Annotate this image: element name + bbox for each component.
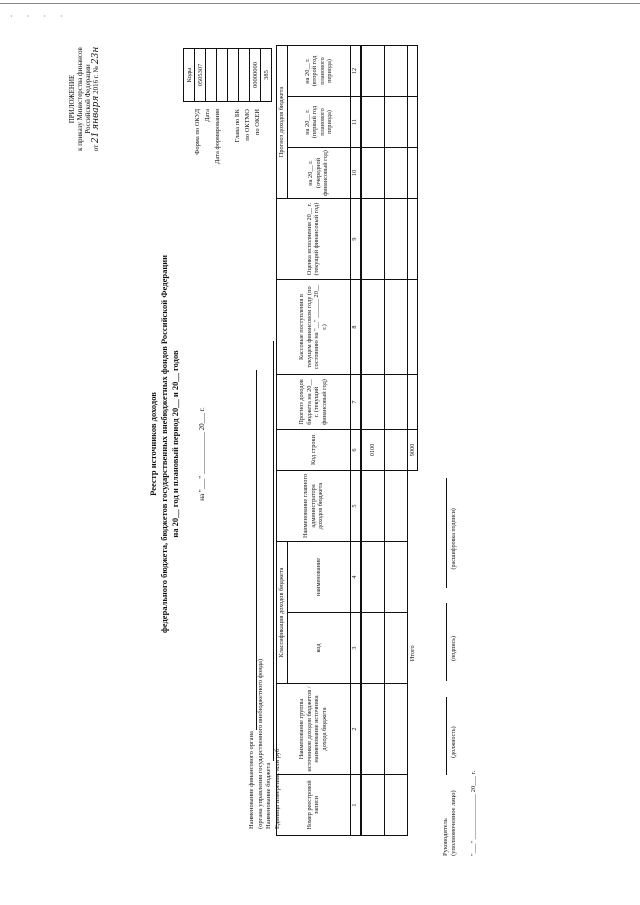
table-cell [407,148,418,199]
total-label: Итого [408,645,416,662]
order-year: 2016 г. [92,74,100,94]
col-num: 10 [350,148,361,199]
h-f1: на 20__ г. (очередной финансовый год) [287,148,350,199]
col-num: 4 [350,542,361,613]
order-number: 23н [91,46,101,65]
col-num: 3 [350,613,361,684]
budget-line [266,341,274,761]
table-cell [384,613,407,684]
table-cell [407,375,418,430]
signature-block [438,464,478,856]
appendix-line3 [92,14,100,184]
h-estimate: Оценка исполнения 20__ г. (текущий финансовый год) [277,199,351,280]
fin-organ-line [249,370,257,730]
h-name: наименование [287,542,350,613]
table-cell [361,613,385,684]
h-cash: Кассовые поступления в текущем финансовом году (по состоянию на "__" ______ 20__ г.) [277,280,351,375]
appendix-heading: ПРИЛОЖЕНИЕ [68,74,76,124]
okei-value: 385 [261,49,272,102]
scan-edge-line [0,3,640,4]
table-cell [384,430,407,471]
table-cell [407,199,418,280]
total-code: 9000 [407,430,418,471]
codes-table [183,48,272,102]
table-cell [384,775,407,836]
table-cell [384,684,407,775]
col-num: 5 [350,471,361,542]
table-cell [361,775,385,836]
document-title [148,204,181,684]
table-cell [384,199,407,280]
codes-labels [193,109,263,279]
col-num: 2 [350,684,361,775]
table-cell [407,280,418,375]
position-caption: (должность) [451,726,457,758]
glava-label: Глава по БК [234,109,241,143]
table-cell [384,46,407,97]
table-cell [407,46,418,97]
h-f2: на 20__ г. (первый год планового периода) [287,97,350,148]
title-line3: на 20__ год и плановый период 20__ и 20__ годов [170,350,180,538]
table-cell [361,46,385,97]
col-num: 12 [350,46,361,97]
col-num: 6 [350,430,361,471]
okei-label: по ОКЕИ [254,109,261,136]
unit-label: Единица измерения: млн руб [273,748,281,829]
decode-line [438,478,447,588]
okud-label: Форма по ОКУД [194,109,201,155]
col-num: 9 [350,199,361,280]
table-cell [361,148,385,199]
appendix-block [68,14,100,184]
table-cell [361,97,385,148]
table-cell [407,97,418,148]
row-code: 0100 [361,430,385,471]
col-num: 7 [350,375,361,430]
title-line1: Реестр источников доходов [148,392,158,496]
title-line2: федерального бюджета, бюджетов государственных внебюджетных фондов Российской Федерации [159,254,169,634]
h-forecast: Прогноз доходов бюджета [277,46,288,199]
h-record: Номер реестровой записи [277,775,351,836]
total-row [407,46,418,836]
document-sheet [18,14,618,884]
table-cell [361,375,385,430]
h-group: Наименование группы источников доходов бюджетов / наименование источника дохода бюджета [277,684,351,775]
order-month: января [91,95,101,130]
appendix-line1: к приказу Министерства финансов [76,47,84,151]
h-classif: Классификация доходов бюджета [277,542,288,684]
head-label: Руководитель [442,818,449,856]
fin-organ-label: Наименование финансового органа [248,731,255,829]
table-cell [384,542,407,613]
budget-label: Наименование бюджета [265,762,272,829]
table-row [361,46,385,836]
table-cell [384,471,407,542]
table-cell [384,97,407,148]
glava-value [239,49,250,102]
table-cell [384,280,407,375]
col-num: 8 [350,280,361,375]
table-row [384,46,407,836]
table-cell [384,148,407,199]
table-cell [361,471,385,542]
table-cell [361,542,385,613]
signature-date: "___" ______________ 20___ г. [470,770,477,856]
sign-caption: (подпись) [451,636,457,661]
h-forecast-current: Прогноз доходов бюджета на 20__ г. (текущий финансовый год) [277,375,351,430]
position-line [438,697,447,775]
appendix-line2: Российской Федерации [84,64,92,134]
h-code: код [287,613,350,684]
order-date-prefix: от [92,144,100,152]
decode-caption: (расшифровка подписи) [451,508,457,570]
scan-artifact: · · · · [10,12,69,21]
table-cell [361,199,385,280]
date-label: Дата [204,109,211,122]
sign-line [438,603,447,681]
h-admin: Наименование главного администратора доходов бюджета [277,471,351,542]
col-num: 1 [350,775,361,836]
oktmo-label: по ОКТМО [244,109,251,141]
head-sub: (уполномоченное лицо) [450,790,457,856]
table-cell [361,280,385,375]
h-f3: на 20__ г. (второй год планового периода) [287,46,350,97]
spacer-cell [228,49,239,102]
fin-organ-sub: (органа управления государственного внебюджетного фонда) [256,658,264,829]
col-num: 11 [350,97,361,148]
okud-value: 0505307 [195,49,206,102]
table-cell [361,684,385,775]
date-value [206,49,217,102]
registry-table [273,45,418,836]
table-cell [384,375,407,430]
h-line-code: Код строки [277,430,351,471]
report-date-line: на "___" ____________ 20___ г. [198,407,206,501]
order-day: 21 [91,131,101,144]
formation-value [217,49,228,102]
formation-date-label: Дата формирования [214,109,221,165]
codes-header: Коды [184,49,195,102]
order-number-prefix: № [92,65,100,73]
oktmo-value: 00000000 [250,49,261,102]
